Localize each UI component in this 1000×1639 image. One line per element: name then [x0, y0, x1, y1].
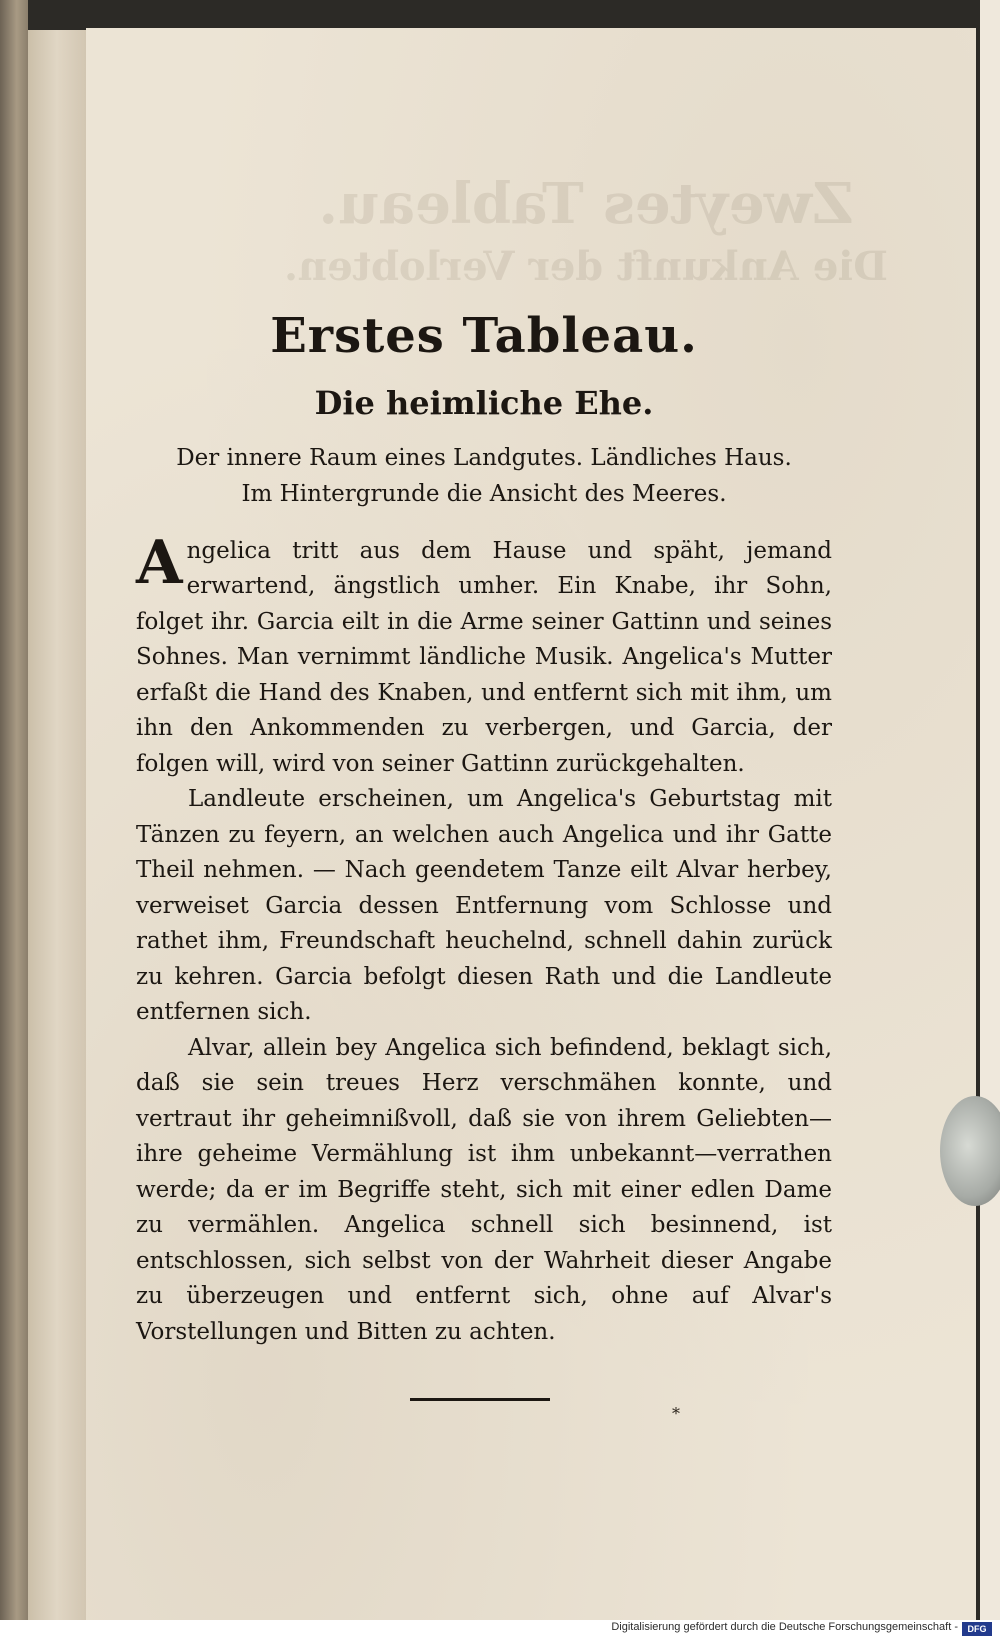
- scene-subtitle: Die heimliche Ehe.: [314, 383, 654, 422]
- book-spine: [0, 0, 28, 1620]
- page-content: [136, 280, 832, 1350]
- paragraph-text: Landleute erscheinen, um Angelica's Geburtstag mit Tänzen zu feyern, an welchen auch Angelica und ihr Gatte Theil nehmen. — Nach geendetem Tanze eilt Alvar herbey, verweiset Garcia dessen Entfernung vom Schlosse und rathet ihm, Freundschaft heuchelnd, schnell dahin zurück zu kehren. Garcia befolgt diesen Rath und die Landleute entfernen sich.: [136, 786, 832, 1026]
- previous-page-edge: [28, 30, 87, 1620]
- signature-mark: *: [672, 1404, 680, 1423]
- stage-setting: [136, 440, 832, 512]
- paragraph: [136, 782, 832, 1031]
- paragraph-text: Alvar, allein bey Angelica sich befindend, beklagt sich, daß sie sein treues Herz verschmähen konnte, und vertraut ihr geheimnißvoll, daß sie von ihrem Geliebten—ihre geheime Vermählung ist ihm unbekannt—verrathen werde; da er im Begriffe steht, sich mit einer edlen Dame zu vermählen. Angelica schnell sich besinnend, ist entschlossen, sich selbst von der Wahrheit dieser Angabe zu überzeugen und entfernt sich, ohne auf Alvar's Vorstellungen und Bitten zu achten.: [136, 1034, 832, 1345]
- paragraph: [136, 527, 832, 783]
- dfg-logo[interactable]: DFG: [962, 1622, 992, 1636]
- bleed-through-line: Zweytes Tableau.: [318, 171, 854, 237]
- closing-rule: [410, 1398, 550, 1401]
- page-title: Erstes Tableau.: [270, 308, 698, 364]
- paragraph: [136, 1031, 832, 1351]
- footer-credit: Digitalisierung gefördert durch die Deutsche Forschungsgemeinschaft -: [611, 1621, 958, 1633]
- drop-cap: A: [136, 527, 183, 598]
- bleed-through-line: Die Ankunft der Verlobten.: [284, 242, 888, 290]
- setting-line: Der innere Raum eines Landgutes. Ländliches Haus.: [176, 444, 792, 471]
- paragraph-text: ngelica tritt aus dem Hause und späht, jemand erwartend, ängstlich umher. Ein Knabe, ihr Sohn, folget ihr. Garcia eilt in die Arme seiner Gattinn und seines Sohnes. Man vernimmt ländliche Musik. Angelica's Mutter erfaßt die Hand des Knaben, und entfernt sich mit ihm, um ihn den Ankommenden zu verbergen, und Garcia, der folgen will, wird von seiner Gattinn zurückgehalten.: [136, 537, 832, 777]
- setting-line: Im Hintergrunde die Ansicht des Meeres.: [241, 480, 727, 507]
